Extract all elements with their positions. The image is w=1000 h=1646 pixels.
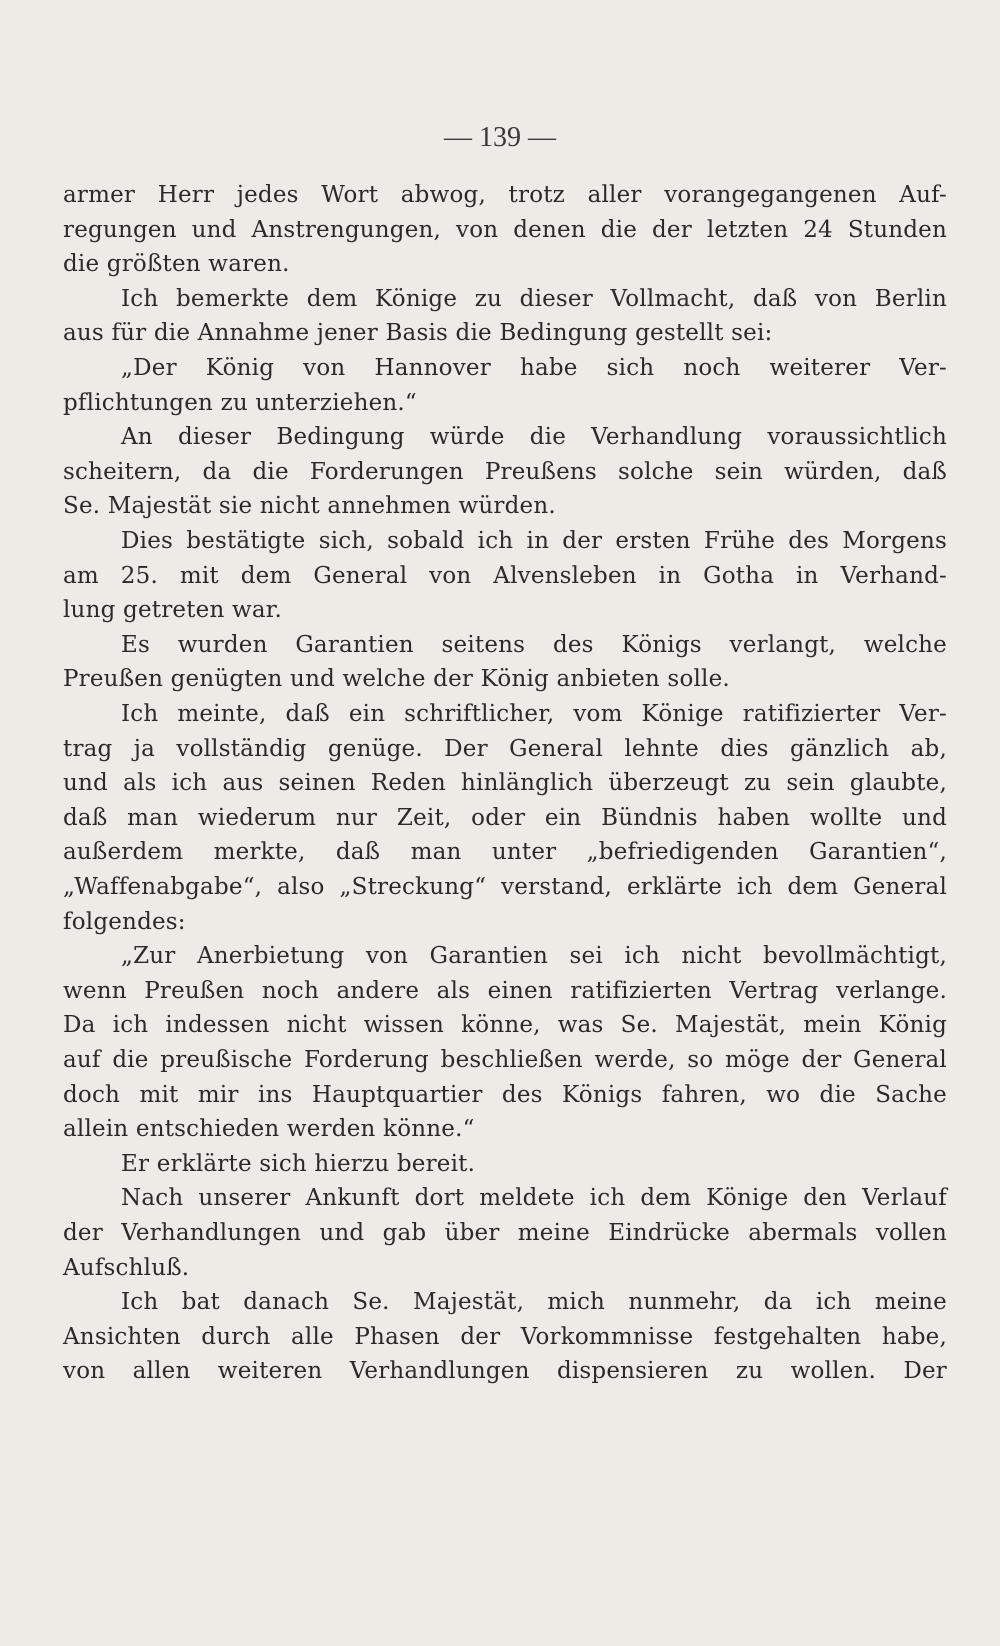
text-line: Ich meinte, daß ein schriftlicher, vom Könige ratifizierter Ver- xyxy=(121,701,947,727)
text-line: Nach unserer Ankunft dort meldete ich dem Könige den Verlauf xyxy=(121,1185,947,1211)
text-line: armer Herr jedes Wort abwog, trotz aller vorangegangenen Auf- xyxy=(63,182,947,208)
text-line: Ansichten durch alle Phasen der Vorkommnisse festgehalten habe, xyxy=(63,1324,947,1350)
text-line: Preußen genügten und welche der König anbieten solle. xyxy=(63,666,730,692)
text-line: Er erklärte sich hierzu bereit. xyxy=(121,1151,476,1177)
text-line: Dies bestätigte sich, sobald ich in der ersten Frühe des Morgens xyxy=(121,528,947,554)
text-line: Ich bat danach Se. Majestät, mich nunmehr, da ich meine xyxy=(121,1289,947,1315)
text-line: Es wurden Garantien seitens des Königs verlangt, welche xyxy=(121,632,947,658)
text-line: außerdem merkte, daß man unter „befriedigenden Garantien“, xyxy=(63,839,947,865)
text-line: „Waffenabgabe“, also „Streckung“ verstand, erklärte ich dem General xyxy=(63,874,947,900)
text-line: und als ich aus seinen Reden hinlänglich überzeugt zu sein glaubte, xyxy=(63,770,947,796)
text-line: Da ich indessen nicht wissen könne, was Se. Majestät, mein König xyxy=(63,1012,947,1038)
text-line: pflichtungen zu unterziehen.“ xyxy=(63,390,417,416)
text-line: Ich bemerkte dem Könige zu dieser Vollmacht, daß von Berlin xyxy=(121,286,947,312)
page-number: — 139 — xyxy=(444,122,556,153)
text-line: An dieser Bedingung würde die Verhandlung voraussichtlich xyxy=(121,424,947,450)
text-line: „Zur Anerbietung von Garantien sei ich nicht bevollmächtigt, xyxy=(121,943,947,969)
text-line: daß man wiederum nur Zeit, oder ein Bündnis haben wollte und xyxy=(63,805,947,831)
text-line: folgendes: xyxy=(63,909,186,935)
text-line: wenn Preußen noch andere als einen ratifizierten Vertrag verlange. xyxy=(63,978,947,1004)
text-line: lung getreten war. xyxy=(63,597,282,623)
text-line: doch mit mir ins Hauptquartier des Königs fahren, wo die Sache xyxy=(63,1082,947,1108)
text-line: von allen weiteren Verhandlungen dispensieren zu wollen. Der xyxy=(63,1358,947,1384)
text-line: auf die preußische Forderung beschließen werde, so möge der General xyxy=(63,1047,947,1073)
text-line: die größten waren. xyxy=(63,251,290,277)
text-line: allein entschieden werden könne.“ xyxy=(63,1116,475,1142)
text-line: Aufschluß. xyxy=(63,1255,190,1281)
text-line: aus für die Annahme jener Basis die Bedingung gestellt sei: xyxy=(63,320,773,346)
text-line: Se. Majestät sie nicht annehmen würden. xyxy=(63,493,556,519)
text-line: der Verhandlungen und gab über meine Eindrücke abermals vollen xyxy=(63,1220,947,1246)
text-line: „Der König von Hannover habe sich noch weiterer Ver- xyxy=(121,355,947,381)
text-line: trag ja vollständig genüge. Der General lehnte dies gänzlich ab, xyxy=(63,736,947,762)
text-line: am 25. mit dem General von Alvensleben in Gotha in Verhand- xyxy=(63,563,947,589)
text-line: scheitern, da die Forderungen Preußens solche sein würden, daß xyxy=(63,459,947,485)
text-line: regungen und Anstrengungen, von denen die der letzten 24 Stunden xyxy=(63,217,947,243)
